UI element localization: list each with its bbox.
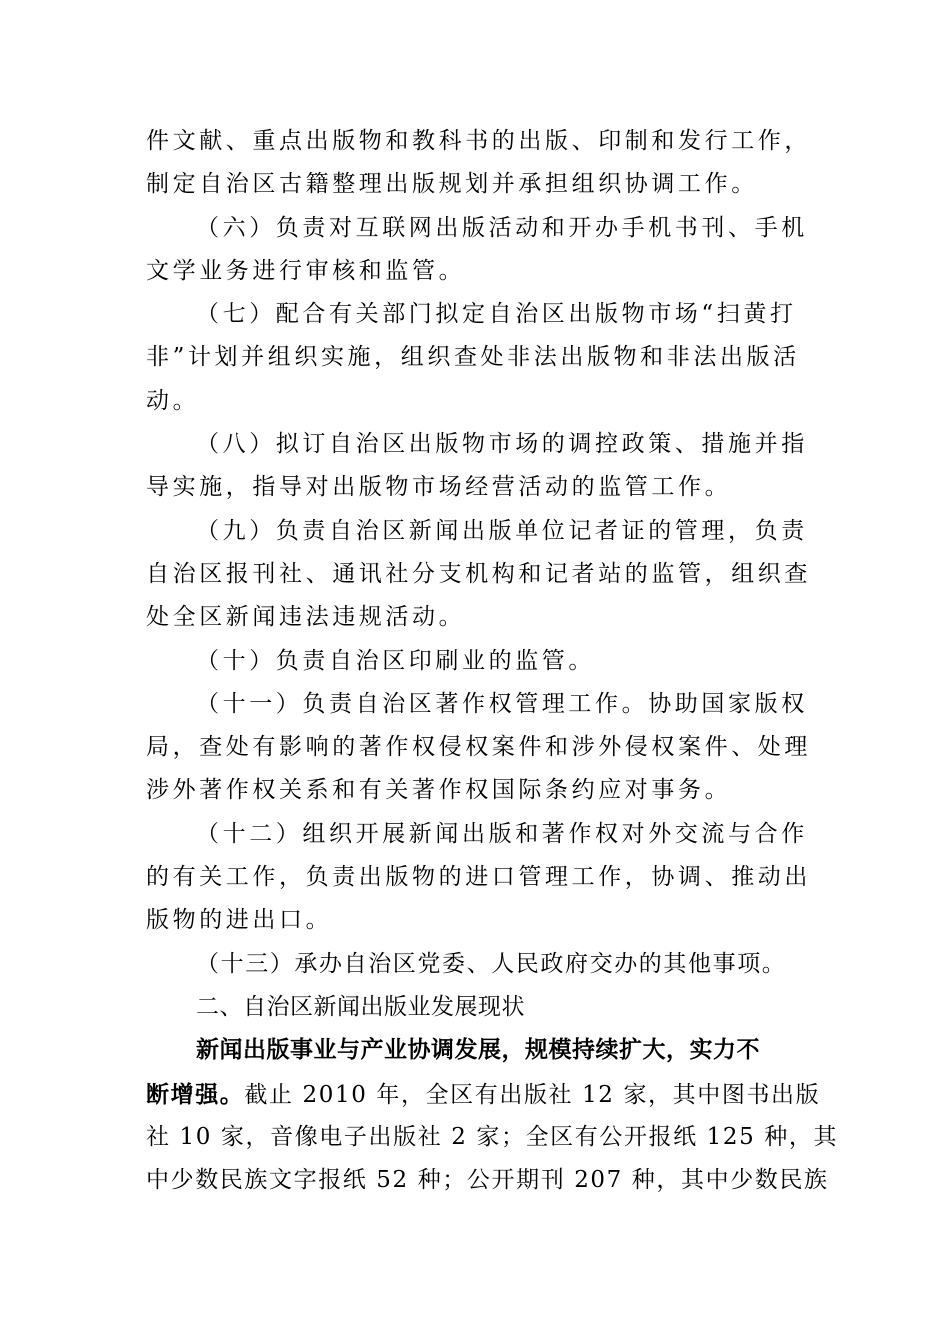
- text-line: 局，查处有影响的著作权侵权案件和涉外侵权案件、处理: [146, 734, 811, 761]
- text-line: 制定自治区古籍整理出版规划并承担组织协调工作。: [146, 171, 758, 198]
- text-line: （九）负责自治区新闻出版单位记者证的管理，负责: [196, 517, 808, 544]
- text-line: （十）负责自治区印刷业的监管。: [196, 647, 595, 674]
- text-line: 动。: [146, 387, 200, 414]
- text-line: （十一）负责自治区著作权管理工作。协助国家版权: [196, 690, 808, 717]
- document-body: [146, 120, 839, 1202]
- text-line: （十三）承办自治区党委、人民政府交办的其他事项。: [196, 950, 787, 977]
- text-line: （七）配合有关部门拟定自治区出版物市场“扫黄打: [196, 301, 797, 328]
- text-line: 涉外著作权关系和有关著作权国际条约应对事务。: [146, 777, 732, 804]
- text-line: 处全区新闻违法违规活动。: [146, 604, 466, 631]
- text-line: （八）拟订自治区出版物市场的调控政策、措施并指: [196, 431, 808, 458]
- text-line: 的有关工作，负责出版物的进口管理工作，协调、推动出: [146, 864, 811, 891]
- text-line: 非”计划并组织实施，组织查处非法出版物和非法出版活: [146, 344, 800, 371]
- text-line: 件文献、重点出版物和教科书的出版、印制和发行工作，: [146, 128, 811, 154]
- text-line: 自治区报刊社、通讯社分支机构和记者站的监管，组织查: [146, 560, 811, 587]
- bold-lead-end: 断增强。: [146, 1080, 245, 1108]
- text-line: 社 10 家，音像电子出版社 2 家；全区有公开报纸 125 种，其: [146, 1123, 839, 1150]
- paragraph-text: 截止 2010 年，全区有出版社 12 家，其中图书出版: [244, 1081, 821, 1108]
- text-line: 中少数民族文字报纸 52 种；公开期刊 207 种，其中少数民族: [146, 1167, 829, 1194]
- text-line: （十二）组织开展新闻出版和著作权对外交流与合作: [196, 820, 808, 847]
- section-heading: 二、自治区新闻出版业发展现状: [196, 993, 525, 1020]
- text-line: [146, 1073, 821, 1116]
- text-line: 版物的进出口。: [146, 907, 333, 934]
- text-line: 导实施，指导对出版物市场经营活动的监管工作。: [146, 474, 732, 501]
- text-line: （六）负责对互联网出版活动和开办手机书刊、手机: [196, 214, 808, 241]
- bold-paragraph-lead: 新闻出版事业与产业协调发展，规模持续扩大，实力不: [196, 1037, 760, 1064]
- text-line: 文学业务进行审核和监管。: [146, 257, 466, 284]
